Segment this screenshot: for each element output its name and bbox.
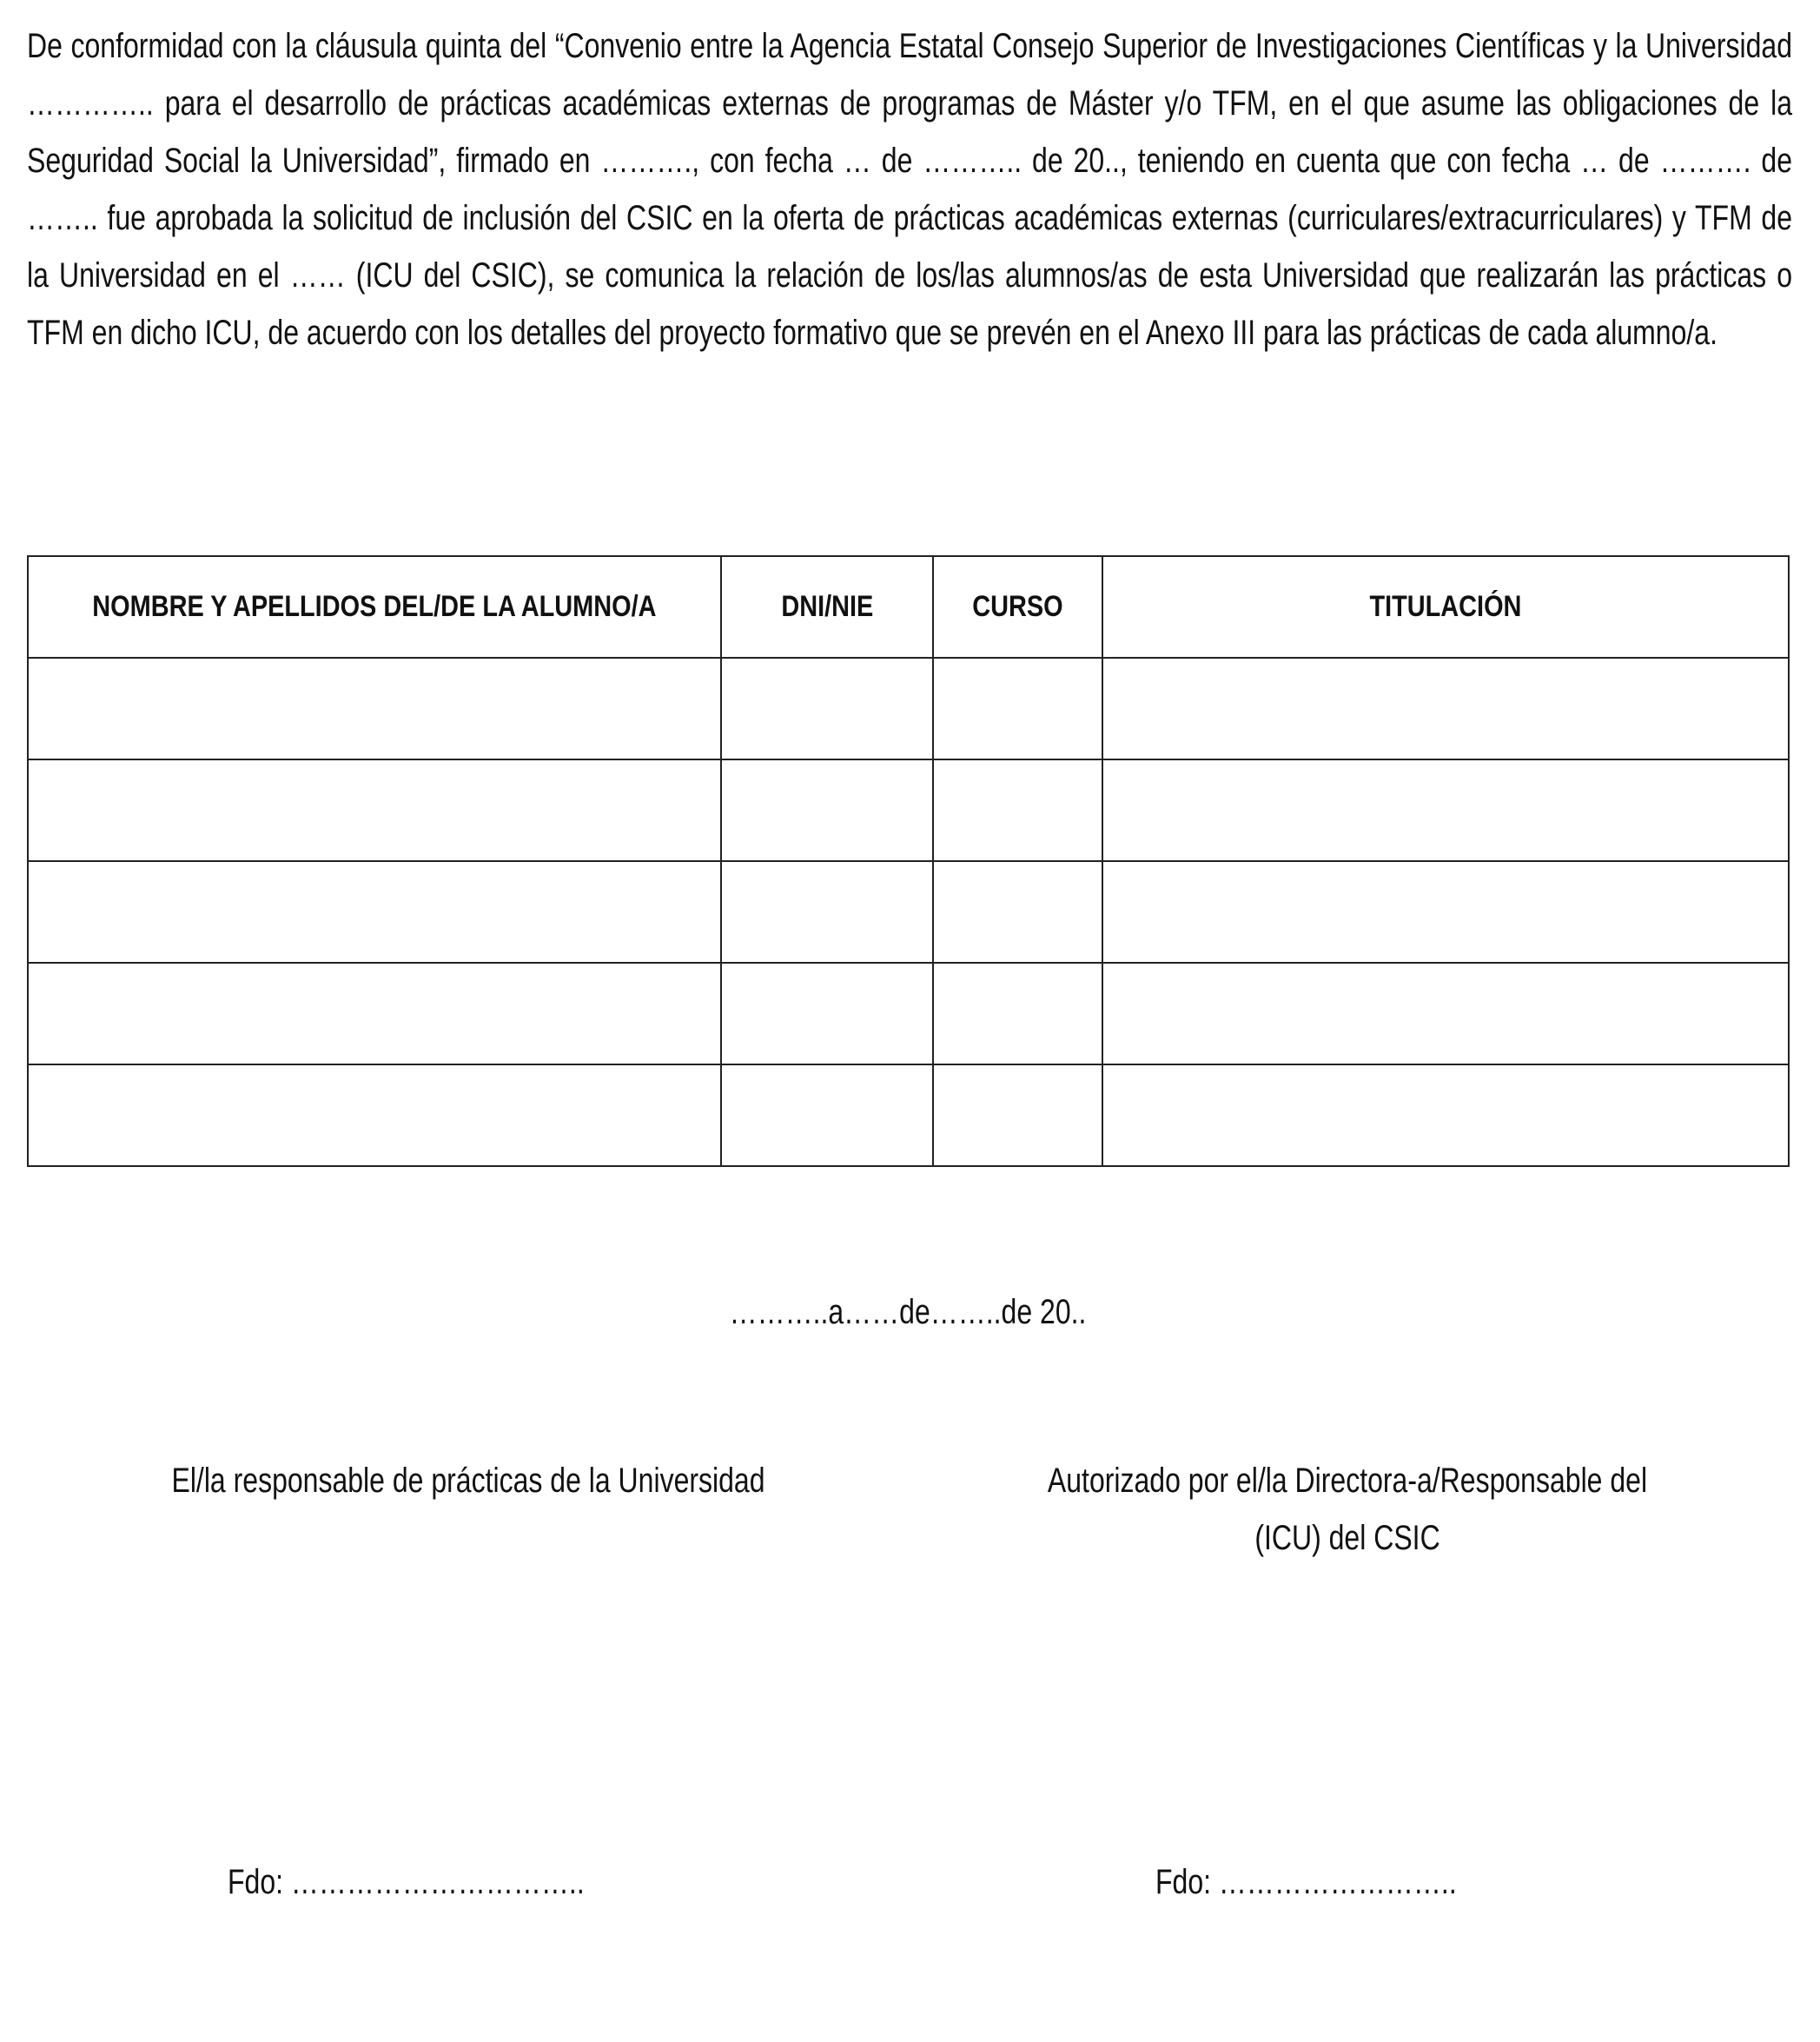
header-name [28, 556, 721, 658]
table-header-row [28, 556, 1789, 658]
cell-name[interactable] [28, 861, 721, 963]
cell-titulacion[interactable] [1102, 861, 1789, 963]
cell-curso[interactable] [933, 861, 1102, 963]
header-name-label: NOMBRE Y APELLIDOS DEL/DE LA ALUMNO/A [92, 590, 657, 623]
header-titulacion-label: TITULACIÓN [1369, 590, 1522, 623]
cell-name[interactable] [28, 658, 721, 759]
cell-dni[interactable] [721, 658, 933, 759]
header-dni [721, 556, 933, 658]
left-signature-label: El/la responsable de prácticas de la Universidad [171, 1462, 765, 1500]
cell-titulacion[interactable] [1102, 759, 1789, 861]
right-signature-label-line1: Autorizado por el/la Directora-a/Responsable del [1047, 1462, 1648, 1500]
cell-curso[interactable] [933, 658, 1102, 759]
table-row [28, 861, 1789, 963]
table-row [28, 1064, 1789, 1166]
cell-titulacion[interactable] [1102, 658, 1789, 759]
header-titulacion [1102, 556, 1789, 658]
cell-curso[interactable] [933, 963, 1102, 1064]
cell-name[interactable] [28, 1064, 721, 1166]
cell-name[interactable] [28, 759, 721, 861]
cell-dni[interactable] [721, 963, 933, 1064]
cell-titulacion[interactable] [1102, 1064, 1789, 1166]
cell-curso[interactable] [933, 759, 1102, 861]
header-curso [933, 556, 1102, 658]
left-signature-fdo: Fdo: ………………………….. [228, 1863, 585, 1901]
cell-titulacion[interactable] [1102, 963, 1789, 1064]
cell-curso[interactable] [933, 1064, 1102, 1166]
header-curso-label: CURSO [972, 590, 1063, 623]
table-row [28, 963, 1789, 1064]
cell-dni[interactable] [721, 759, 933, 861]
intro-paragraph: De conformidad con la cláusula quinta del “Convenio entre la Agencia Estatal Consejo Superior de Investigaciones Científicas y la Universidad ………….. para el desarrollo de prácticas académicas externas de programas de Máster y/o TFM, en el que asume las obligaciones de la Seguridad Social la Universidad”, firmado en ………., con fecha … de ……….. de 20.., teniendo en cuenta que con fecha … de ………. de …….. fue aprobada la solicitud de inclusión del CSIC en la oferta de prácticas académicas externas (curriculares/extracurriculares) y TFM de la Universidad en el …… (ICU del CSIC), se comunica la relación de los/las alumnos/as de esta Universidad que realizarán las prácticas o TFM en dicho ICU, de acuerdo con los detalles del proyecto formativo que se prevén en el Anexo III para las prácticas de cada alumno/a. [27, 27, 1792, 352]
table-row [28, 759, 1789, 861]
cell-name[interactable] [28, 963, 721, 1064]
cell-dni[interactable] [721, 1064, 933, 1166]
header-dni-label: DNI/NIE [781, 590, 873, 623]
students-table [27, 555, 1790, 1167]
right-signature-fdo: Fdo: …………………….. [1155, 1863, 1457, 1901]
date-line: ………..a……de……..de 20.. [729, 1293, 1087, 1331]
table-row [28, 658, 1789, 759]
right-signature-label-line2: (ICU) del CSIC [1254, 1519, 1440, 1557]
cell-dni[interactable] [721, 861, 933, 963]
